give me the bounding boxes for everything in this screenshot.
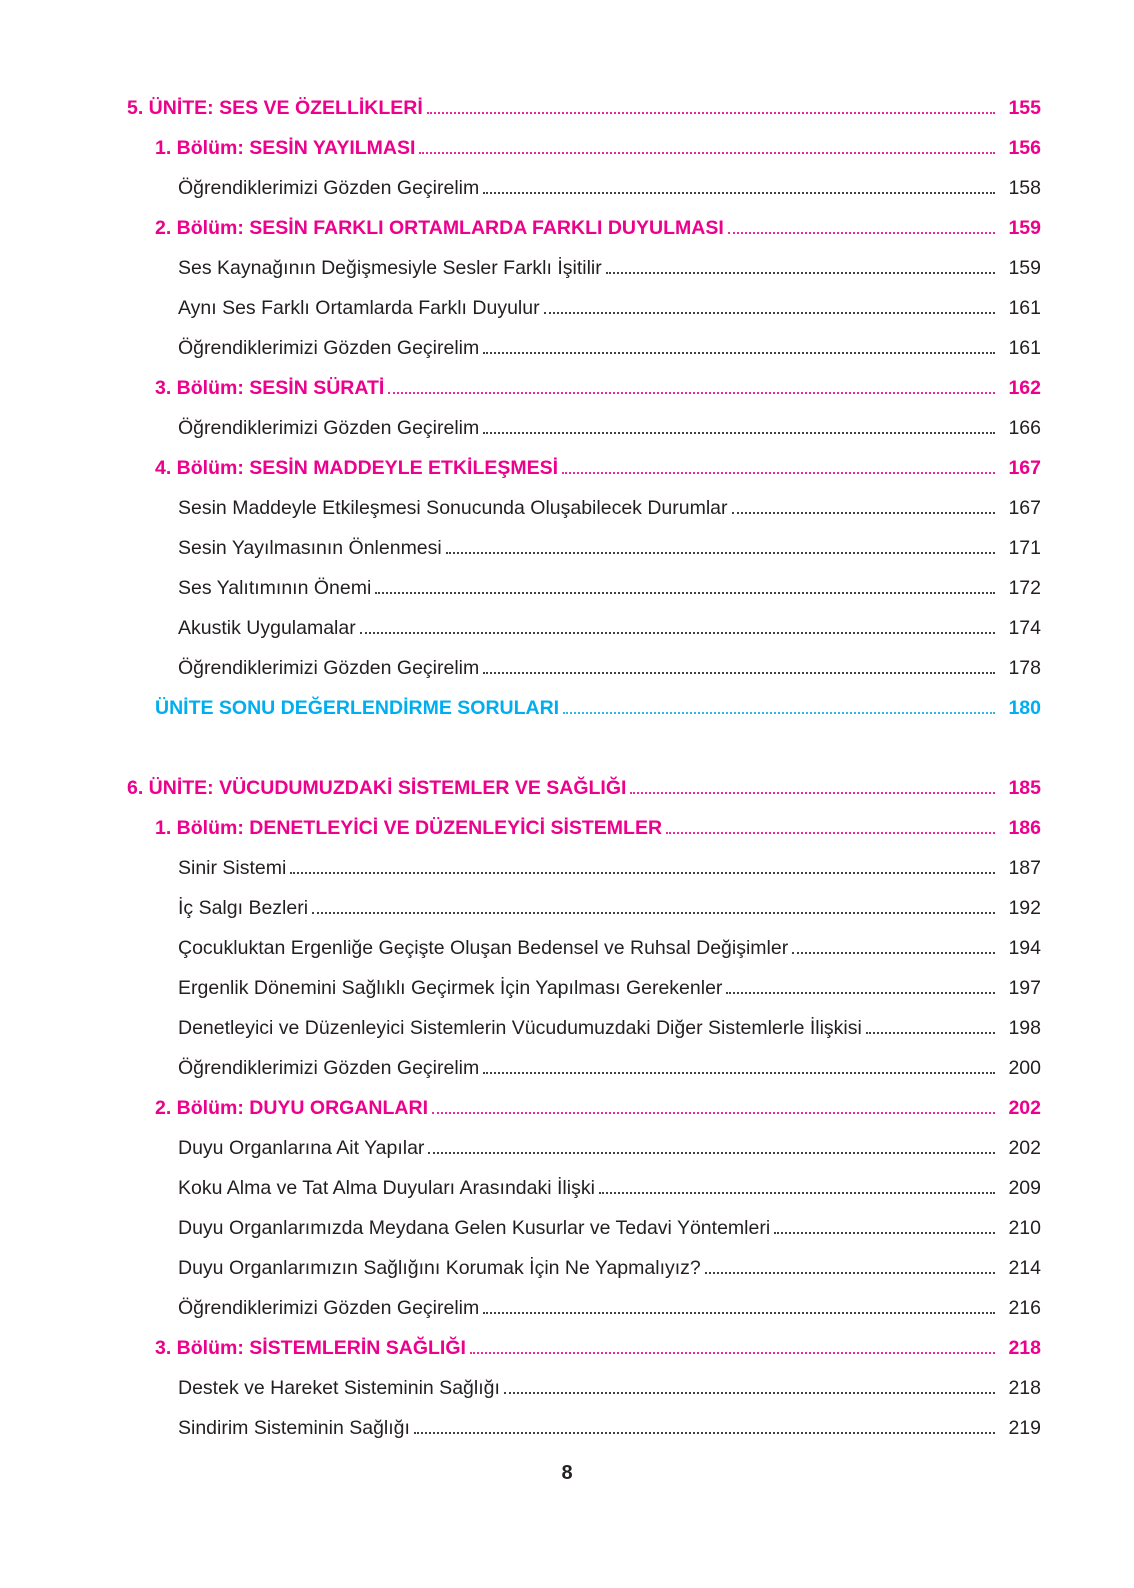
- toc-item[interactable]: [0, 328, 1134, 368]
- toc-page: 218: [1008, 1337, 1041, 1359]
- dot-leader: [446, 552, 995, 554]
- toc-title: Denetleyici ve Düzenleyici Sistemlerin Vücudumuzdaki Diğer Sistemlerle İlişkisi: [178, 1017, 862, 1039]
- toc-page: 166: [1008, 417, 1041, 439]
- toc-page: 200: [1008, 1057, 1041, 1079]
- toc-page: 194: [1008, 937, 1041, 959]
- toc-page: 159: [1008, 217, 1041, 239]
- toc-page: 202: [1008, 1137, 1041, 1159]
- toc-page: 161: [1008, 297, 1041, 319]
- dot-leader: [630, 792, 995, 794]
- toc-title: Duyu Organlarımızın Sağlığını Korumak İçin Ne Yapmalıyız?: [178, 1257, 701, 1279]
- page-number: 8: [561, 1462, 573, 1484]
- toc-title: 2. Bölüm: SESİN FARKLI ORTAMLARDA FARKLI DUYULMASI: [155, 217, 724, 239]
- dot-leader: [312, 912, 995, 914]
- toc-item[interactable]: [0, 168, 1134, 208]
- toc-item[interactable]: [0, 1408, 1134, 1448]
- dot-leader: [290, 872, 995, 874]
- toc-page: 172: [1008, 577, 1041, 599]
- toc-item[interactable]: [0, 288, 1134, 328]
- toc-page: 162: [1008, 377, 1041, 399]
- toc-chapter[interactable]: [0, 208, 1134, 248]
- dot-leader: [432, 1112, 995, 1114]
- toc-page: 155: [1008, 97, 1041, 119]
- toc-page: 187: [1008, 857, 1041, 879]
- toc-title: Sesin Yayılmasının Önlenmesi: [178, 537, 442, 559]
- toc-page: 161: [1008, 337, 1041, 359]
- toc-page: 159: [1008, 257, 1041, 279]
- toc-item[interactable]: [0, 488, 1134, 528]
- dot-leader: [728, 232, 995, 234]
- dot-leader: [563, 712, 995, 714]
- dot-leader: [483, 352, 995, 354]
- toc-page: 210: [1008, 1217, 1041, 1239]
- toc-item[interactable]: [0, 1368, 1134, 1408]
- dot-leader: [599, 1192, 995, 1194]
- toc-chapter[interactable]: [0, 808, 1134, 848]
- toc-title: Öğrendiklerimizi Gözden Geçirelim: [178, 657, 480, 679]
- dot-leader: [705, 1272, 995, 1274]
- dot-leader: [732, 512, 995, 514]
- toc-title: 3. Bölüm: SİSTEMLERİN SAĞLIĞI: [155, 1337, 466, 1359]
- toc-page: 158: [1008, 177, 1041, 199]
- toc-title: Destek ve Hareket Sisteminin Sağlığı: [178, 1377, 500, 1399]
- dot-leader: [419, 152, 995, 154]
- toc-item[interactable]: [0, 528, 1134, 568]
- toc-title: Aynı Ses Farklı Ortamlarda Farklı Duyulur: [178, 297, 540, 319]
- toc-title: Akustik Uygulamalar: [178, 617, 356, 639]
- dot-leader: [483, 1072, 995, 1074]
- dot-leader: [792, 952, 995, 954]
- dot-leader: [774, 1232, 995, 1234]
- toc-page: 186: [1008, 817, 1041, 839]
- toc-item[interactable]: [0, 1168, 1134, 1208]
- toc-page: 209: [1008, 1177, 1041, 1199]
- toc-title: 4. Bölüm: SESİN MADDEYLE ETKİLEŞMESİ: [155, 457, 559, 479]
- toc-page: 214: [1008, 1257, 1041, 1279]
- toc-item[interactable]: [0, 888, 1134, 928]
- toc-page: 171: [1008, 537, 1041, 559]
- toc-chapter[interactable]: [0, 1328, 1134, 1368]
- dot-leader: [483, 432, 995, 434]
- toc-title: Sesin Maddeyle Etkileşmesi Sonucunda Oluşabilecek Durumlar: [178, 497, 728, 519]
- toc-page: 167: [1008, 457, 1041, 479]
- toc-page: 174: [1008, 617, 1041, 639]
- toc-title: Ses Kaynağının Değişmesiyle Sesler Farklı İşitilir: [178, 257, 602, 279]
- toc-title: Öğrendiklerimizi Gözden Geçirelim: [178, 337, 480, 359]
- toc-item[interactable]: [0, 928, 1134, 968]
- toc-item[interactable]: [0, 1208, 1134, 1248]
- toc-page: 216: [1008, 1297, 1041, 1319]
- dot-leader: [428, 1152, 995, 1154]
- toc-page: 185: [1008, 777, 1041, 799]
- toc-title: 3. Bölüm: SESİN SÜRATİ: [155, 377, 385, 399]
- toc-title: Çocukluktan Ergenliğe Geçişte Oluşan Bedensel ve Ruhsal Değişimler: [178, 937, 789, 959]
- toc-chapter[interactable]: [0, 448, 1134, 488]
- toc-title: ÜNİTE SONU DEĞERLENDİRME SORULARI: [155, 697, 560, 719]
- toc-page: 219: [1008, 1417, 1041, 1439]
- toc-item[interactable]: [0, 608, 1134, 648]
- toc-page: 180: [1008, 697, 1041, 719]
- toc-item[interactable]: [0, 1008, 1134, 1048]
- dot-leader: [470, 1352, 995, 1354]
- toc-page: 202: [1008, 1097, 1041, 1119]
- toc-title: Duyu Organlarına Ait Yapılar: [178, 1137, 425, 1159]
- toc-title: Öğrendiklerimizi Gözden Geçirelim: [178, 177, 480, 199]
- toc-item[interactable]: [0, 648, 1134, 688]
- table-of-contents: [0, 88, 1134, 1448]
- toc-title: Sinir Sistemi: [178, 857, 287, 879]
- toc-page: 156: [1008, 137, 1041, 159]
- toc-item[interactable]: [0, 968, 1134, 1008]
- dot-leader: [375, 592, 995, 594]
- dot-leader: [483, 192, 995, 194]
- toc-chapter[interactable]: [0, 128, 1134, 168]
- dot-leader: [360, 632, 995, 634]
- toc-evaluation[interactable]: [0, 688, 1134, 728]
- toc-title: 6. ÜNİTE: VÜCUDUMUZDAKİ SİSTEMLER VE SAĞLIĞI: [127, 777, 627, 799]
- dot-leader: [606, 272, 995, 274]
- toc-item[interactable]: [0, 848, 1134, 888]
- dot-leader: [544, 312, 995, 314]
- toc-title: Öğrendiklerimizi Gözden Geçirelim: [178, 1057, 480, 1079]
- toc-unit-5[interactable]: [0, 88, 1134, 128]
- toc-page: 197: [1008, 977, 1041, 999]
- toc-title: Ergenlik Dönemini Sağlıklı Geçirmek İçin Yapılması Gerekenler: [178, 977, 723, 999]
- dot-leader: [427, 112, 995, 114]
- toc-page: 178: [1008, 657, 1041, 679]
- toc-title: Koku Alma ve Tat Alma Duyuları Arasındaki İlişki: [178, 1177, 595, 1199]
- toc-title: Duyu Organlarımızda Meydana Gelen Kusurlar ve Tedavi Yöntemleri: [178, 1217, 771, 1239]
- toc-title: 2. Bölüm: DUYU ORGANLARI: [155, 1097, 428, 1119]
- toc-title: Öğrendiklerimizi Gözden Geçirelim: [178, 417, 480, 439]
- toc-item[interactable]: [0, 568, 1134, 608]
- toc-title: Öğrendiklerimizi Gözden Geçirelim: [178, 1297, 480, 1319]
- dot-leader: [504, 1392, 995, 1394]
- toc-page: 218: [1008, 1377, 1041, 1399]
- toc-item[interactable]: [0, 1288, 1134, 1328]
- dot-leader: [666, 832, 995, 834]
- toc-unit-6[interactable]: [0, 768, 1134, 808]
- toc-page: 192: [1008, 897, 1041, 919]
- dot-leader: [483, 672, 995, 674]
- toc-page: 198: [1008, 1017, 1041, 1039]
- dot-leader: [388, 392, 995, 394]
- dot-leader: [726, 992, 995, 994]
- dot-leader: [866, 1032, 995, 1034]
- toc-item[interactable]: [0, 1128, 1134, 1168]
- dot-leader: [562, 472, 995, 474]
- toc-item[interactable]: [0, 1048, 1134, 1088]
- toc-chapter[interactable]: [0, 368, 1134, 408]
- toc-item[interactable]: [0, 408, 1134, 448]
- dot-leader: [414, 1432, 995, 1434]
- toc-title: İç Salgı Bezleri: [178, 897, 309, 919]
- toc-chapter[interactable]: [0, 1088, 1134, 1128]
- toc-item[interactable]: [0, 248, 1134, 288]
- toc-title: Sindirim Sisteminin Sağlığı: [178, 1417, 410, 1439]
- toc-title: 1. Bölüm: DENETLEYİCİ VE DÜZENLEYİCİ SİSTEMLER: [155, 817, 663, 839]
- dot-leader: [483, 1312, 995, 1314]
- toc-title: Ses Yalıtımının Önemi: [178, 577, 372, 599]
- toc-title: 1. Bölüm: SESİN YAYILMASI: [155, 137, 416, 159]
- toc-page: 167: [1008, 497, 1041, 519]
- toc-item[interactable]: [0, 1248, 1134, 1288]
- toc-title: 5. ÜNİTE: SES VE ÖZELLİKLERİ: [127, 97, 423, 119]
